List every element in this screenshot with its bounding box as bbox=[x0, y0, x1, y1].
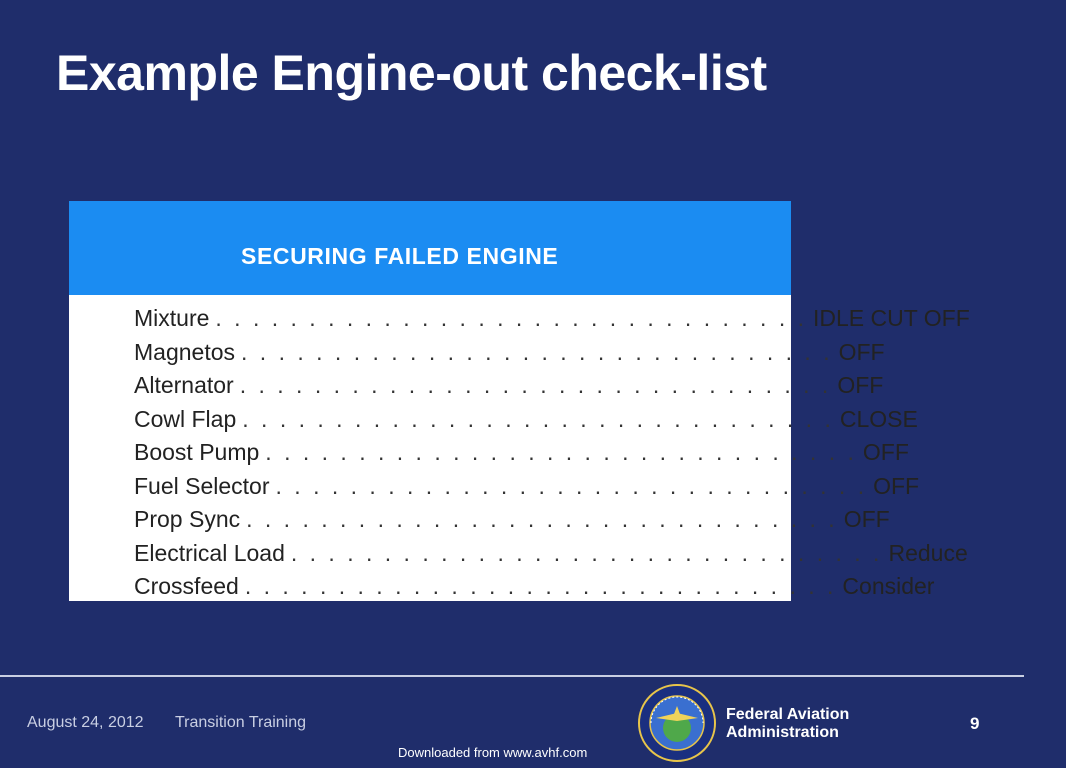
checklist-value: CLOSE bbox=[839, 405, 918, 432]
checklist-item: Magnetos bbox=[134, 338, 236, 365]
checklist-value: OFF bbox=[873, 472, 920, 499]
checklist-item: Crossfeed bbox=[134, 573, 239, 599]
checklist-card bbox=[69, 201, 970, 601]
checklist-header bbox=[69, 201, 791, 295]
checklist-item: Boost Pump bbox=[134, 439, 260, 465]
footer-course: Transition Training bbox=[175, 714, 307, 731]
checklist-item: Mixture bbox=[134, 305, 210, 331]
checklist-row: Alternator . . . . . . . . . . . . . . . . . . . . . . . . . . . . . . . . OFF bbox=[134, 372, 734, 406]
download-note: Downloaded from www.avhf.com bbox=[398, 745, 588, 760]
checklist-value: IDLE CUT OFF bbox=[813, 305, 970, 331]
checklist-row: Magnetos . . . . . . . . . . . . . . . . . . . . . . . . . . . . . . . . OFF bbox=[134, 339, 734, 373]
faa-seal-icon bbox=[638, 684, 716, 762]
agency-name-line1: Federal Aviation bbox=[726, 706, 850, 723]
checklist-row: Fuel Selector . . . . . . . . . . . . . . . . . . . . . . . . . . . . . . . . OFF bbox=[134, 473, 734, 507]
checklist-heading: SECURING FAILED ENGINE bbox=[241, 243, 559, 269]
checklist-row: Crossfeed . . . . . . . . . . . . . . . . . . . . . . . . . . . . . . . . Consider bbox=[134, 573, 734, 607]
checklist-row: Prop Sync . . . . . . . . . . . . . . . . . . . . . . . . . . . . . . . . OFF bbox=[134, 506, 734, 540]
checklist-value: OFF bbox=[843, 506, 890, 532]
checklist-row: Cowl Flap . . . . . . . . . . . . . . . . . . . . . . . . . . . . . . . . CLOSE bbox=[134, 406, 734, 440]
checklist-rows bbox=[134, 305, 970, 607]
page-number: 9 bbox=[970, 714, 980, 733]
slide-title: Example Engine-out check-list bbox=[56, 45, 767, 101]
checklist-item: Prop Sync bbox=[134, 506, 241, 532]
checklist-row: Electrical Load . . . . . . . . . . . . . . . . . . . . . . . . . . . . . . . . Reduce bbox=[134, 540, 734, 574]
agency-name-line2: Administration bbox=[726, 724, 839, 741]
checklist-item: Electrical Load bbox=[134, 539, 285, 566]
checklist-item: Cowl Flap bbox=[134, 405, 237, 432]
footer-divider bbox=[0, 675, 1024, 677]
agency-name bbox=[726, 706, 849, 742]
checklist-value: OFF bbox=[862, 439, 909, 465]
checklist-value: OFF bbox=[837, 372, 884, 398]
checklist-value: Consider bbox=[842, 573, 935, 599]
checklist-item: Fuel Selector bbox=[134, 472, 270, 499]
checklist-item: Alternator bbox=[134, 372, 234, 398]
checklist-row: Mixture . . . . . . . . . . . . . . . . . . . . . . . . . . . . . . . . IDLE CUT OFF bbox=[134, 305, 734, 339]
checklist-value: Reduce bbox=[888, 539, 968, 566]
checklist-value: OFF bbox=[838, 338, 885, 365]
checklist-row: Boost Pump . . . . . . . . . . . . . . . . . . . . . . . . . . . . . . . . OFF bbox=[134, 439, 734, 473]
footer-date: August 24, 2012 bbox=[27, 714, 144, 731]
